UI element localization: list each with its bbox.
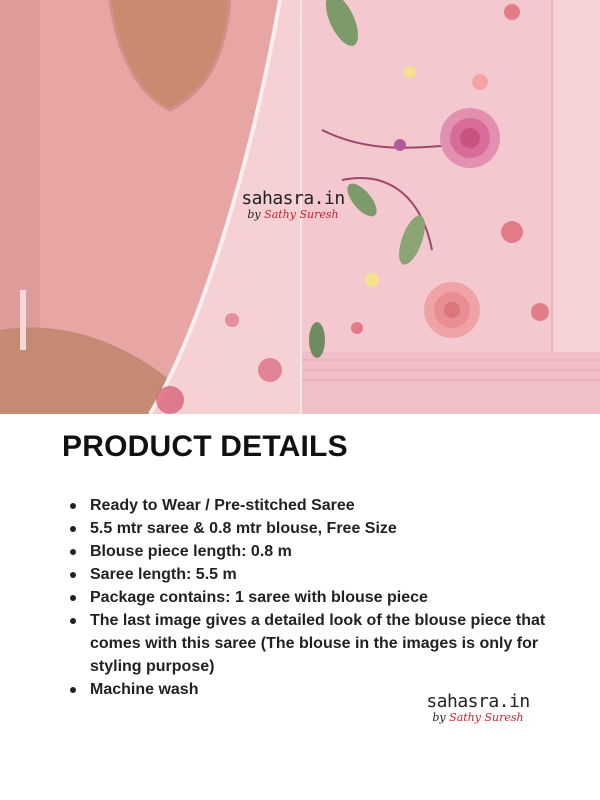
list-item-text: Blouse piece length: 0.8 m	[90, 543, 292, 560]
brand-signature: Sathy Suresh	[264, 208, 339, 221]
brand-watermark	[232, 189, 354, 221]
byline-text: by	[432, 711, 446, 724]
list-item-text: Saree length: 5.5 m	[90, 566, 237, 583]
product-details-heading: PRODUCT DETAILS	[62, 430, 348, 463]
brand-logo	[420, 692, 536, 724]
product-details-list	[64, 494, 564, 701]
brand-logo-text: sahasra.in	[426, 691, 530, 712]
list-item	[64, 609, 564, 678]
list-item	[64, 586, 564, 609]
brand-byline	[420, 712, 536, 724]
brand-byline	[232, 209, 354, 221]
bullet-icon	[70, 618, 76, 624]
list-item	[64, 540, 564, 563]
list-item	[64, 494, 564, 517]
bullet-icon	[70, 526, 76, 532]
bullet-icon	[70, 549, 76, 555]
bullet-icon	[70, 572, 76, 578]
list-item-text: 5.5 mtr saree & 0.8 mtr blouse, Free Size	[90, 520, 397, 537]
list-item-text: Ready to Wear / Pre-stitched Saree	[90, 497, 355, 514]
list-item-text: Machine wash	[90, 681, 199, 698]
list-item	[64, 517, 564, 540]
list-item-text: Package contains: 1 saree with blouse piece	[90, 589, 428, 606]
byline-text: by	[247, 208, 261, 221]
brand-logo-text: sahasra.in	[241, 188, 345, 209]
list-item	[64, 563, 564, 586]
brand-signature: Sathy Suresh	[449, 711, 524, 724]
bullet-icon	[70, 503, 76, 509]
bullet-icon	[70, 595, 76, 601]
list-item-text: The last image gives a detailed look of the blouse piece that comes with this saree (The blouse in the images is only for styling purpose)	[90, 612, 546, 675]
bullet-icon	[70, 687, 76, 693]
